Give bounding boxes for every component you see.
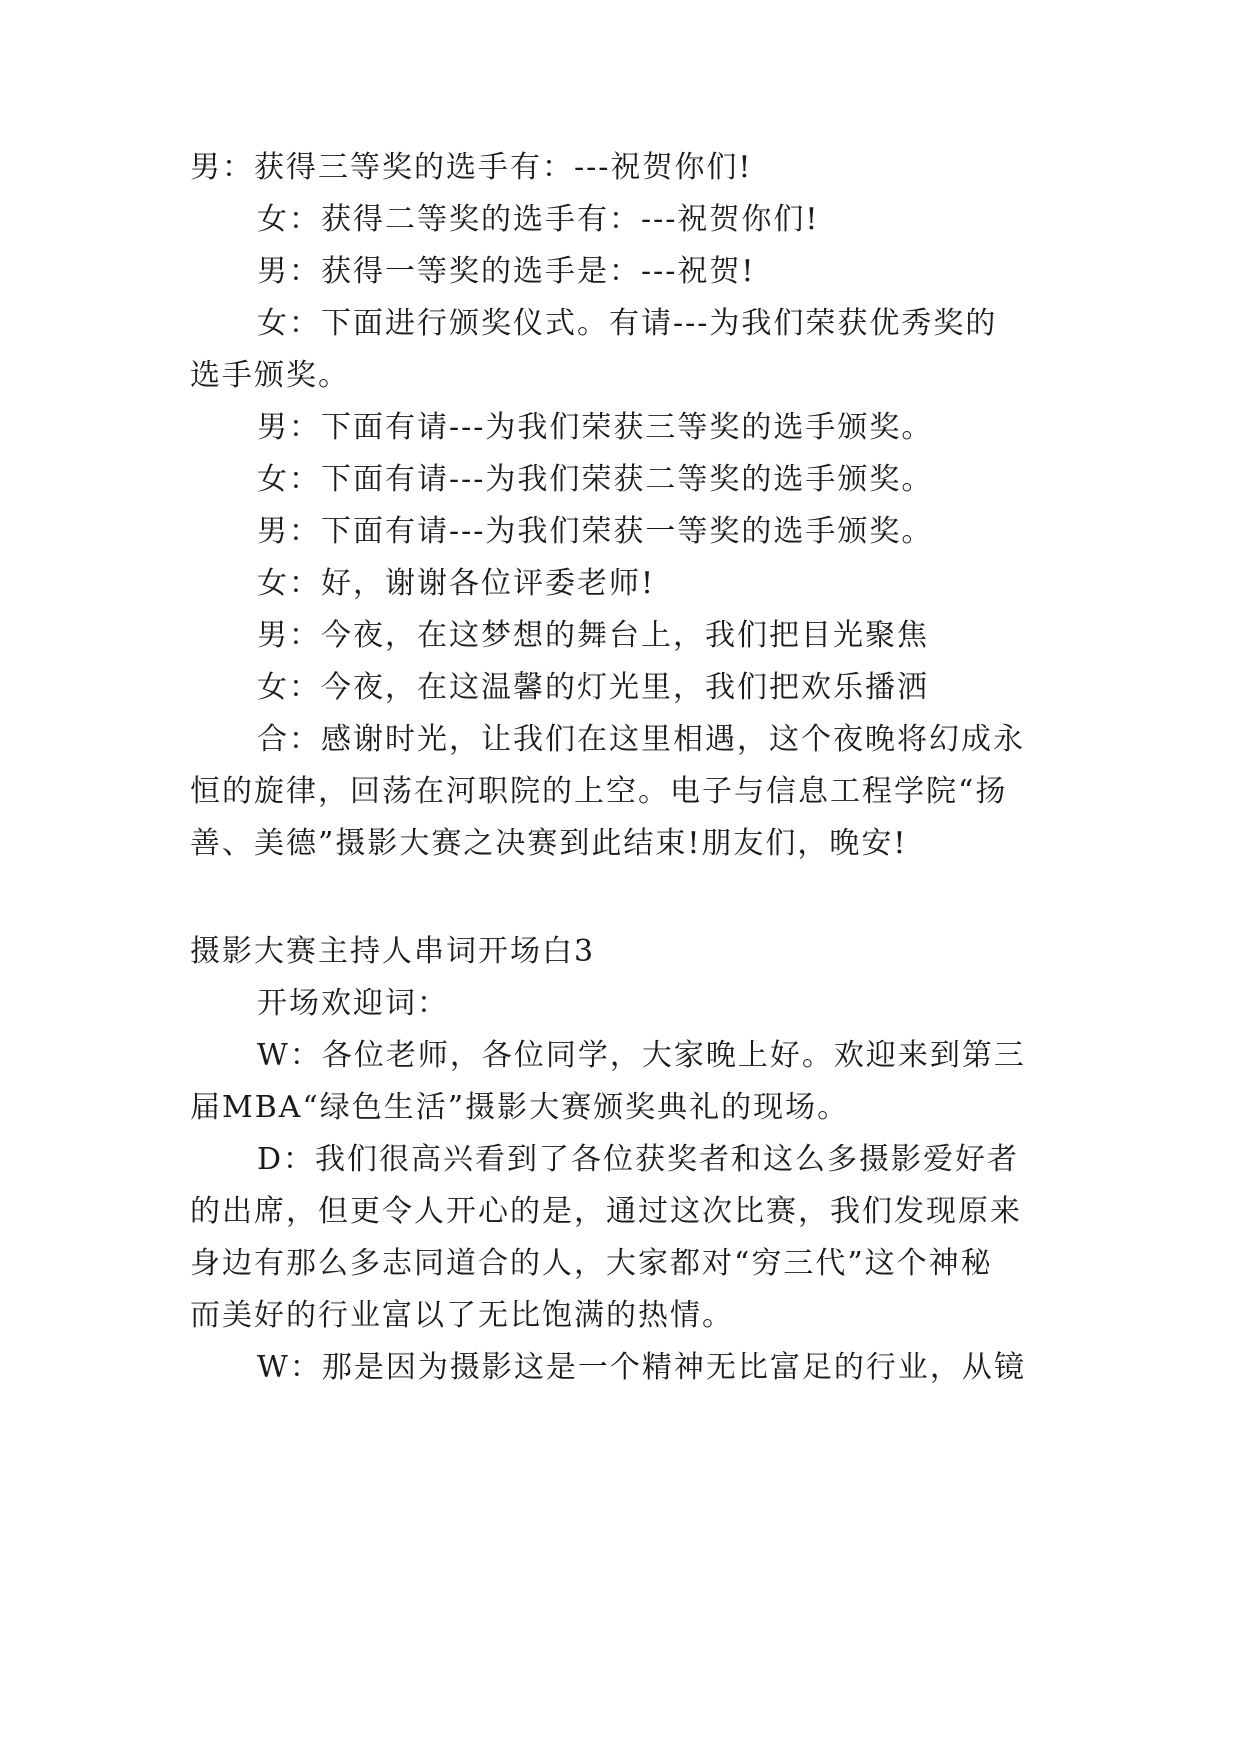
paragraph-line: 选手颁奖。 [190,358,350,393]
paragraph-line: 合：感谢时光，让我们在这里相遇，这个夜晚将幻成永 [257,722,1025,757]
paragraph-line: 男：获得三等奖的选手有：---祝贺你们! [190,150,753,185]
paragraph-line: 男：下面有请---为我们荣获三等奖的选手颁奖。 [257,410,934,445]
section-heading: 摄影大赛主持人串词开场白3 [190,934,596,969]
paragraph-line: 的出席，但更令人开心的是，通过这次比赛，我们发现原来 [190,1194,1022,1229]
paragraph-line: 女：今夜，在这温馨的灯光里，我们把欢乐播洒 [257,670,929,705]
paragraph-line: 男：下面有请---为我们荣获一等奖的选手颁奖。 [257,514,934,549]
paragraph-line: 男：今夜，在这梦想的舞台上，我们把目光聚焦 [257,618,929,653]
paragraph-line: 而美好的行业富以了无比饱满的热情。 [190,1298,734,1333]
paragraph-line: D：我们很高兴看到了各位获奖者和这么多摄影爱好者 [257,1142,1020,1177]
paragraph-line: 善、美德”摄影大赛之决赛到此结束!朋友们，晚安! [190,826,908,861]
paragraph-line: W：各位老师，各位同学，大家晚上好。欢迎来到第三 [257,1038,1026,1073]
paragraph-line: 届MBA“绿色生活”摄影大赛颁奖典礼的现场。 [190,1090,850,1125]
paragraph-line: 恒的旋律，回荡在河职院的上空。电子与信息工程学院“扬 [190,774,1008,809]
document-page [190,0,1060,1754]
paragraph-line: 女：好，谢谢各位评委老师! [257,566,656,601]
paragraph-line: 女：下面有请---为我们荣获二等奖的选手颁奖。 [257,462,934,497]
paragraph-line: 男：获得一等奖的选手是：---祝贺! [257,254,756,289]
paragraph-line: 开场欢迎词： [257,986,449,1021]
paragraph-line: W：那是因为摄影这是一个精神无比富足的行业，从镜 [257,1350,1026,1385]
paragraph-line: 身边有那么多志同道合的人，大家都对“穷三代”这个神秘 [190,1246,993,1281]
paragraph-line: 女：下面进行颁奖仪式。有请---为我们荣获优秀奖的 [257,306,998,341]
paragraph-line: 女：获得二等奖的选手有：---祝贺你们! [257,202,820,237]
